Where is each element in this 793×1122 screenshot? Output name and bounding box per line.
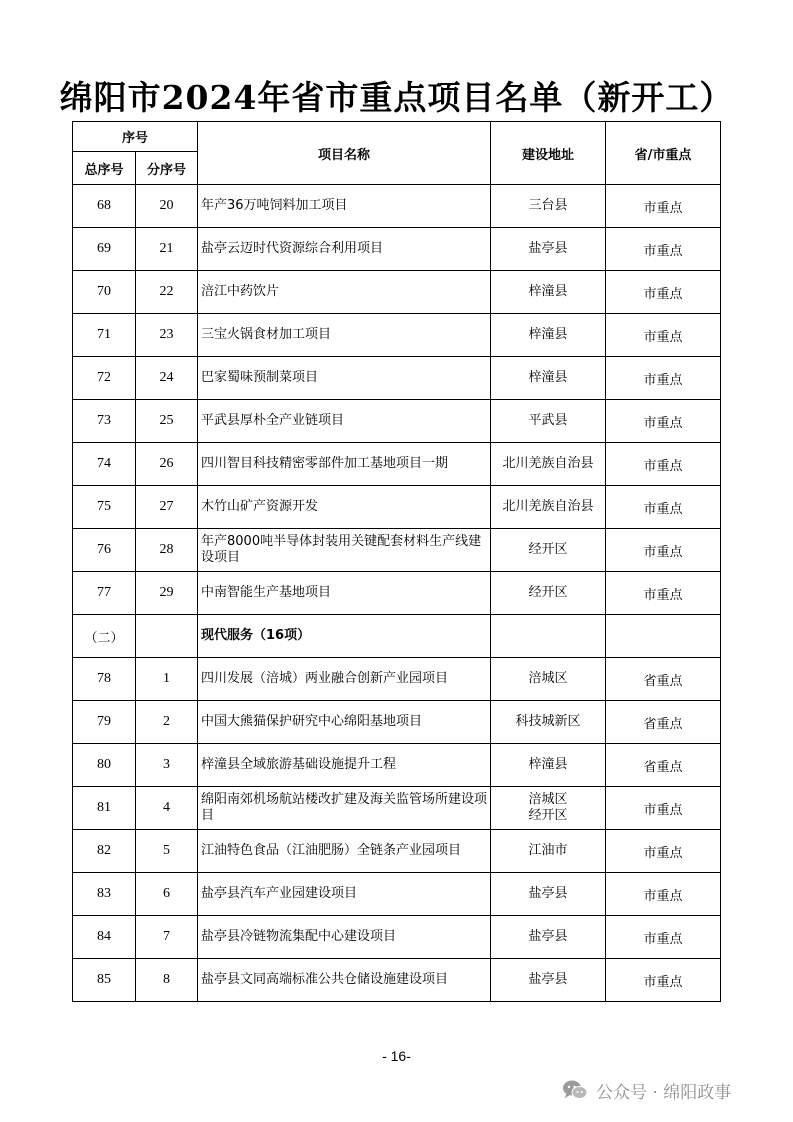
level-cell: 市重点: [606, 400, 721, 443]
sub-seq-cell: 2: [136, 701, 198, 744]
project-table: [72, 121, 721, 1002]
total-seq-cell: 72: [73, 357, 136, 400]
table-row: [73, 744, 721, 787]
project-name-cell: 四川智目科技精密零部件加工基地项目一期: [198, 443, 491, 486]
level-cell: 市重点: [606, 959, 721, 1002]
header-seq-group: 序号: [73, 122, 198, 152]
project-name-cell: 巴家蜀味预制菜项目: [198, 357, 491, 400]
total-seq-cell: 82: [73, 830, 136, 873]
table-row: [73, 529, 721, 572]
section-number: （二）: [73, 615, 136, 658]
project-name-cell: 盐亭县文同高端标准公共仓储设施建设项目: [198, 959, 491, 1002]
wechat-icon: [562, 1079, 588, 1101]
location-cell: 平武县: [491, 400, 606, 443]
sub-seq-cell: 6: [136, 873, 198, 916]
level-cell: 市重点: [606, 314, 721, 357]
location-cell: 北川羌族自治县: [491, 486, 606, 529]
level-cell: 市重点: [606, 572, 721, 615]
level-cell: 省重点: [606, 658, 721, 701]
sub-seq-cell: 25: [136, 400, 198, 443]
location-line: 经开区: [528, 808, 568, 823]
watermark-text: 公众号 · 绵阳政事: [596, 1082, 732, 1103]
sub-seq-cell: 27: [136, 486, 198, 529]
level-cell: 市重点: [606, 873, 721, 916]
table-row: [73, 185, 721, 228]
sub-seq-cell: 24: [136, 357, 198, 400]
total-seq-cell: 81: [73, 787, 136, 830]
section-row: [73, 615, 721, 658]
table-row: [73, 228, 721, 271]
location-cell: 江油市: [491, 830, 606, 873]
table-row: [73, 787, 721, 830]
location-cell: 梓潼县: [491, 744, 606, 787]
table-row: [73, 357, 721, 400]
sub-seq-cell: 5: [136, 830, 198, 873]
project-name-cell: 木竹山矿产资源开发: [198, 486, 491, 529]
table-row: [73, 486, 721, 529]
total-seq-cell: 69: [73, 228, 136, 271]
project-name-cell: 绵阳南郊机场航站楼改扩建及海关监管场所建设项目: [198, 787, 491, 830]
header-level: 省/市重点: [606, 122, 721, 185]
location-cell: 经开区: [491, 529, 606, 572]
level-cell: 市重点: [606, 529, 721, 572]
level-cell: 市重点: [606, 916, 721, 959]
project-name-cell: 盐亭县冷链物流集配中心建设项目: [198, 916, 491, 959]
sub-seq-cell: 7: [136, 916, 198, 959]
project-name-cell: 年产8000吨半导体封装用关键配套材料生产线建设项目: [198, 529, 491, 572]
total-seq-cell: 78: [73, 658, 136, 701]
table-row: [73, 400, 721, 443]
total-seq-cell: 70: [73, 271, 136, 314]
location-cell: 盐亭县: [491, 228, 606, 271]
location-cell: 盐亭县: [491, 916, 606, 959]
location-cell: 经开区: [491, 572, 606, 615]
level-cell: 市重点: [606, 830, 721, 873]
project-name-cell: 年产36万吨饲料加工项目: [198, 185, 491, 228]
level-cell: 市重点: [606, 443, 721, 486]
level-cell: 省重点: [606, 744, 721, 787]
header-total-seq: 总序号: [73, 152, 136, 185]
level-cell: 市重点: [606, 228, 721, 271]
level-cell: 市重点: [606, 185, 721, 228]
page-number: - 16-: [382, 1048, 411, 1064]
sub-seq-cell: 4: [136, 787, 198, 830]
total-seq-cell: 75: [73, 486, 136, 529]
level-cell: 市重点: [606, 486, 721, 529]
project-name-cell: 梓潼县全域旅游基础设施提升工程: [198, 744, 491, 787]
total-seq-cell: 85: [73, 959, 136, 1002]
table-row: [73, 658, 721, 701]
location-cell: 科技城新区: [491, 701, 606, 744]
total-seq-cell: 77: [73, 572, 136, 615]
sub-seq-cell: 28: [136, 529, 198, 572]
project-name-cell: 涪江中药饮片: [198, 271, 491, 314]
location-cell: 涪城区: [491, 658, 606, 701]
project-name-cell: 三宝火锅食材加工项目: [198, 314, 491, 357]
total-seq-cell: 68: [73, 185, 136, 228]
level-cell: 市重点: [606, 357, 721, 400]
table-row: [73, 959, 721, 1002]
table-row: [73, 873, 721, 916]
total-seq-cell: 73: [73, 400, 136, 443]
sub-seq-cell: 8: [136, 959, 198, 1002]
total-seq-cell: 79: [73, 701, 136, 744]
sub-seq-cell: 3: [136, 744, 198, 787]
total-seq-cell: 80: [73, 744, 136, 787]
table-row: [73, 830, 721, 873]
table-row: [73, 572, 721, 615]
total-seq-cell: 84: [73, 916, 136, 959]
location-cell: 盐亭县: [491, 873, 606, 916]
location-cell: 梓潼县: [491, 314, 606, 357]
level-cell: 市重点: [606, 787, 721, 830]
project-name-cell: 中国大熊猫保护研究中心绵阳基地项目: [198, 701, 491, 744]
project-name-cell: 江油特色食品（江油肥肠）全链条产业园项目: [198, 830, 491, 873]
sub-seq-cell: 29: [136, 572, 198, 615]
header-project-name: 项目名称: [198, 122, 491, 185]
sub-seq-cell: 23: [136, 314, 198, 357]
location-cell: 北川羌族自治县: [491, 443, 606, 486]
location-cell: 梓潼县: [491, 271, 606, 314]
table-row: [73, 916, 721, 959]
section-empty-cell: [136, 615, 198, 658]
table-row: [73, 443, 721, 486]
project-name-cell: 盐亭云迈时代资源综合利用项目: [198, 228, 491, 271]
watermark: [562, 1076, 731, 1104]
sub-seq-cell: 1: [136, 658, 198, 701]
table-row: [73, 314, 721, 357]
project-name-cell: 中南智能生产基地项目: [198, 572, 491, 615]
location-cell: [491, 787, 606, 830]
page-title: 绵阳市2024年省市重点项目名单（新开工）: [59, 78, 734, 117]
total-seq-cell: 71: [73, 314, 136, 357]
table-row: [73, 701, 721, 744]
location-line: 涪城区: [528, 792, 568, 807]
total-seq-cell: 74: [73, 443, 136, 486]
location-cell: 盐亭县: [491, 959, 606, 1002]
sub-seq-cell: 21: [136, 228, 198, 271]
header-sub-seq: 分序号: [136, 152, 198, 185]
total-seq-cell: 76: [73, 529, 136, 572]
sub-seq-cell: 20: [136, 185, 198, 228]
table-row: [73, 271, 721, 314]
level-cell: 市重点: [606, 271, 721, 314]
location-cell: 三台县: [491, 185, 606, 228]
sub-seq-cell: 26: [136, 443, 198, 486]
project-name-cell: 四川发展（涪城）两业融合创新产业园项目: [198, 658, 491, 701]
section-label: 现代服务（16项）: [198, 615, 491, 658]
section-empty-cell: [491, 615, 606, 658]
section-empty-cell: [606, 615, 721, 658]
project-name-cell: 盐亭县汽车产业园建设项目: [198, 873, 491, 916]
location-cell: 梓潼县: [491, 357, 606, 400]
header-location: 建设地址: [491, 122, 606, 185]
total-seq-cell: 83: [73, 873, 136, 916]
project-name-cell: 平武县厚朴全产业链项目: [198, 400, 491, 443]
level-cell: 省重点: [606, 701, 721, 744]
sub-seq-cell: 22: [136, 271, 198, 314]
